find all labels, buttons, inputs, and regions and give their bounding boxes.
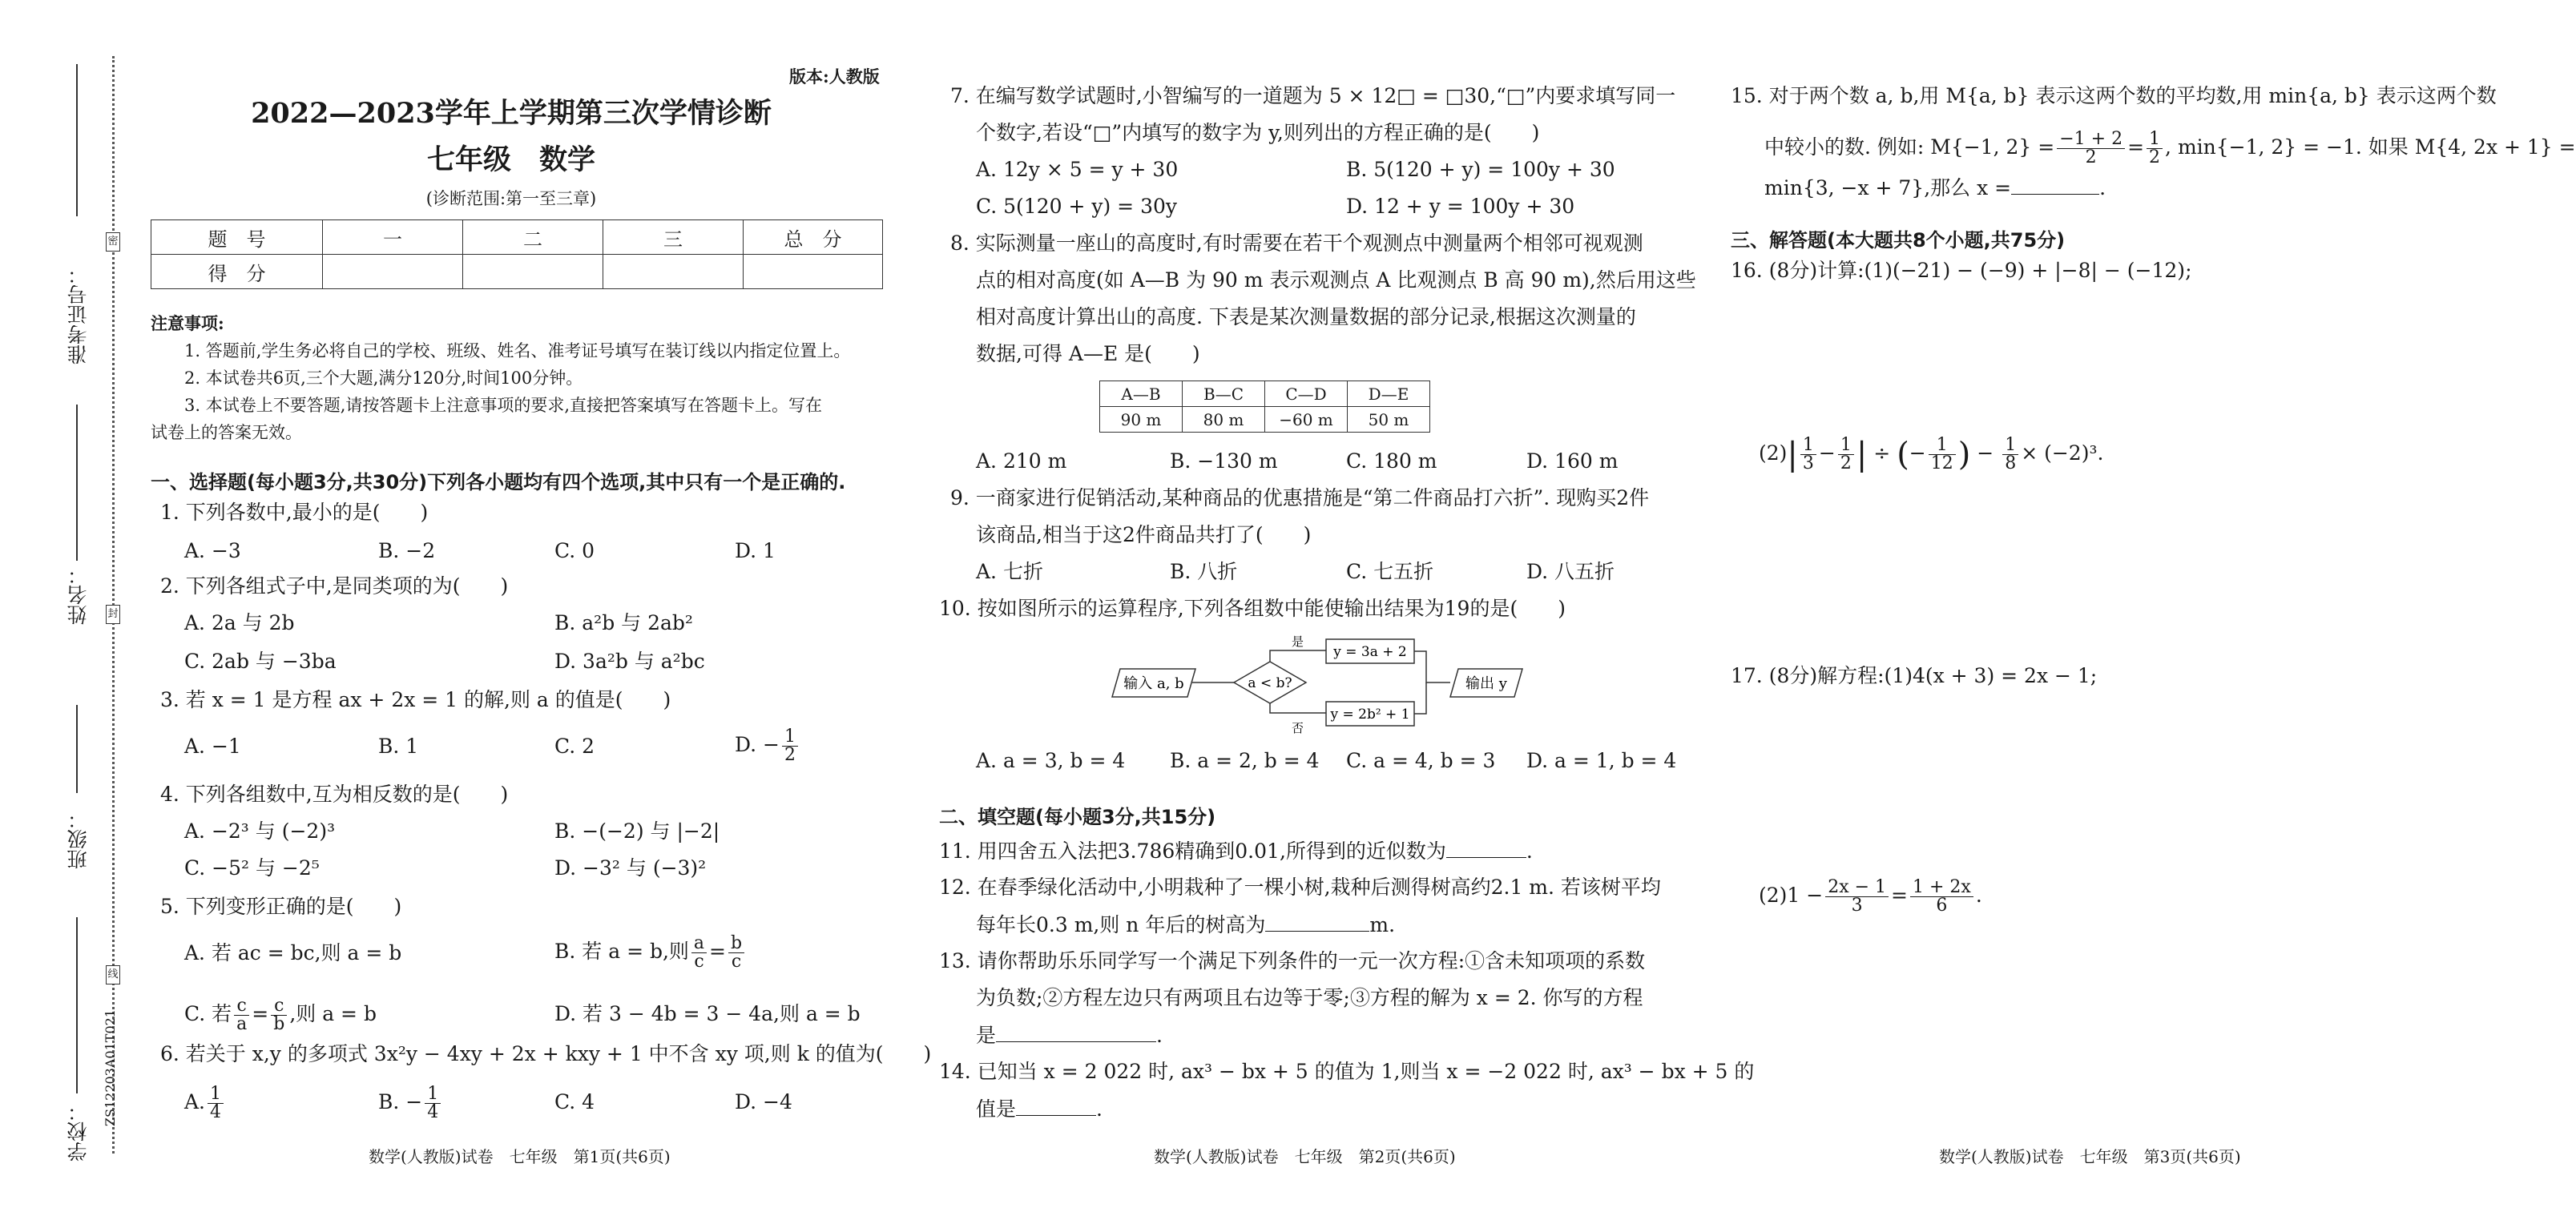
q14-line-1: 14. 已知当 x = 2 022 时, ax³ − bx + 5 的值为 1,则当 x = −2 022 时, ax³ − bx + 5 的	[939, 1060, 1755, 1083]
q13-line-2: 为负数;②方程左边只有两项且右边等于零;③方程的解为 x = 2. 你写的方程	[976, 986, 1643, 1009]
q1-option-b: B. −2	[378, 539, 436, 562]
q5-option-b-text: B. 若 a = b,则	[554, 940, 689, 963]
q4-stem: 4. 下列各组数中,互为相反数的是( )	[160, 783, 509, 806]
q11-end: .	[1526, 840, 1533, 863]
q2-option-c: C. 2ab 与 −3ba	[184, 650, 337, 673]
q15-end: .	[2099, 176, 2106, 199]
fraction-numerator: 1	[2002, 437, 2018, 455]
score-header-total: 总 分	[744, 220, 883, 255]
school-label: 学校：	[67, 1101, 90, 1162]
q8-table-value: −60 m	[1265, 407, 1348, 433]
fraction-numerator: 1	[1800, 437, 1816, 455]
name-underline	[76, 405, 78, 561]
q6-option-b-fraction	[425, 1085, 441, 1121]
q12-answer-blank	[1265, 912, 1369, 932]
score-header-item: 题 号	[151, 220, 323, 255]
q7-option-c: C. 5(120 + y) = 30y	[976, 195, 1178, 218]
q15-line-2b: , min{−1, 2} = −1. 如果 M{4, 2x + 1} =	[2165, 135, 2576, 159]
q10-option-b: B. a = 2, b = 4	[1170, 749, 1320, 772]
q2-option-d: D. 3a²b 与 a²bc	[554, 650, 705, 673]
q8-table-value: 50 m	[1348, 407, 1430, 433]
q17-part-2	[1759, 872, 1982, 920]
q1-option-c: C. 0	[554, 539, 595, 562]
q4-option-d: D. −3² 与 (−3)²	[554, 856, 707, 880]
flow-yes-label: 是	[1292, 634, 1304, 649]
page-2-footer: 数学(人教版)试卷 七年级 第2页(共6页)	[1154, 1147, 1456, 1166]
q13-text: 是	[976, 1024, 997, 1047]
q13-line-3	[976, 1022, 1163, 1049]
section-2-heading: 二、填空题(每小题3分,共15分)	[939, 806, 1216, 828]
q2-option-b: B. a²b 与 2ab²	[554, 611, 693, 634]
fraction-numerator: 1 + 2x	[1910, 879, 1973, 897]
q12-line-1: 12. 在春季绿化活动中,小明栽种了一棵小树,栽种后测得树高约2.1 m. 若该树平均	[939, 876, 1661, 899]
fraction-numerator: 1	[1929, 437, 1956, 455]
q9-option-c: C. 七五折	[1346, 560, 1434, 583]
q14-line-2	[976, 1096, 1103, 1122]
score-cell-3	[603, 255, 744, 289]
q17-part-2-prefix: (2)1 −	[1759, 884, 1824, 907]
note-2: 2. 本试卷共6页,三个大题,满分120分,时间100分钟。	[184, 368, 583, 388]
q16-fraction-3	[1929, 437, 1956, 473]
q5-c-fraction-left: $\frac{c}{a}$	[234, 997, 249, 1033]
q15-answer-blank	[2011, 175, 2099, 195]
class-underline	[76, 705, 78, 793]
paper-code: ZS12203A01T021	[103, 1009, 118, 1127]
q13-end: .	[1156, 1024, 1163, 1047]
q5-stem: 5. 下列变形正确的是( )	[160, 895, 402, 918]
q8-line-2: 点的相对高度(如 A—B 为 90 m 表示观测点 A 比观测点 B 高 90 m),然后用这些	[976, 268, 1696, 292]
q8-option-b: B. −130 m	[1170, 449, 1278, 473]
page-3-footer: 数学(人教版)试卷 七年级 第3页(共6页)	[1939, 1147, 2241, 1166]
fraction-denominator: 12	[1930, 453, 1953, 473]
q15-fraction-2	[2147, 131, 2163, 167]
q11	[939, 838, 1533, 864]
exam-subtitle: 七年级 数学	[426, 143, 595, 176]
q16-tail: × (−2)³.	[2021, 441, 2104, 465]
q5-option-c: C. 若 $\frac{c}{a}$ = $\frac{c}{b}$ ,则 a = b	[184, 996, 377, 1034]
q3-option-d-prefix: D. −	[735, 733, 780, 756]
q6-option-a-fraction	[208, 1085, 224, 1121]
q8-table-value: 80 m	[1183, 407, 1265, 433]
fraction-denominator: 2	[784, 745, 796, 765]
q3-option-c: C. 2	[554, 735, 595, 758]
exam-id-label: 准考证号：	[67, 264, 90, 364]
q8-table-header: A—B	[1100, 381, 1183, 407]
fraction-numerator: −1 + 2	[2057, 131, 2125, 149]
q1-stem: 1. 下列各数中,最小的是( )	[160, 501, 429, 524]
notes-title: 注意事项:	[151, 313, 224, 333]
q6-option-a	[184, 1078, 226, 1126]
score-cell-1	[323, 255, 463, 289]
q15-line-2	[1764, 123, 2576, 171]
q9-line-2: 该商品,相当于这2件商品共打了( )	[976, 523, 1312, 546]
q8-line-3: 相对高度计算出山的高度. 下表是某次测量数据的部分记录,根据这次测量的	[976, 305, 1636, 328]
q6-option-d: D. −4	[735, 1090, 792, 1113]
flow-input-text: 输入 a, b	[1123, 675, 1184, 692]
q8-option-d: D. 160 m	[1526, 449, 1619, 473]
flow-output-text: 输出 y	[1465, 675, 1507, 692]
q6-option-c: C. 4	[554, 1090, 595, 1113]
school-underline	[76, 917, 78, 1093]
fraction-numerator: 1	[208, 1085, 224, 1104]
fraction-denominator: 4	[210, 1102, 222, 1122]
note-3: 3. 本试卷上不要答题,请按答题卡上注意事项的要求,直接把答案填写在答题卡上。写在	[184, 396, 823, 415]
fraction-denominator: 8	[2005, 453, 2017, 473]
seal-char-xian: 线	[106, 965, 120, 984]
q6-option-a-prefix: A.	[184, 1090, 206, 1113]
q10-stem: 10. 按如图所示的运算程序,下列各组数中能使输出结果为19的是( )	[939, 597, 1566, 620]
note-4: 试卷上的答案无效。	[151, 423, 302, 442]
q11-answer-blank	[1446, 838, 1526, 858]
q16-part-2: (2)| $\frac{1}{3}$ − $\frac{1}{2}$ | ÷ (− $\frac{1}{12}$ ) − $\frac{1}{8}$ × (−2)³.	[1759, 435, 2104, 473]
fraction-denominator: 6	[1936, 896, 1948, 916]
q8-table-header: C—D	[1265, 381, 1348, 407]
fraction-denominator: 3	[1802, 453, 1814, 473]
q13-answer-blank	[996, 1022, 1156, 1042]
q11-text: 11. 用四舍五入法把3.786精确到0.01,所得到的近似数为	[939, 840, 1446, 863]
seal-char-feng: 封	[106, 605, 120, 624]
q8-option-c: C. 180 m	[1346, 449, 1437, 473]
q7-line-1: 7. 在编写数学试题时,小智编写的一道题为 5 × 12□ = □30,“□”内要求填写同一	[950, 84, 1676, 107]
q8-option-a: A. 210 m	[976, 449, 1067, 473]
q10-option-c: C. a = 4, b = 3	[1346, 749, 1496, 772]
score-cell-total	[744, 255, 883, 289]
q12-line-2	[976, 912, 1395, 938]
fraction-denominator: 3	[1851, 896, 1863, 916]
q2-option-a: A. 2a 与 2b	[184, 611, 295, 634]
q15-line-1: 15. 对于两个数 a, b,用 M{a, b} 表示这两个数的平均数,用 min{a, b} 表示这两个数	[1731, 84, 2497, 107]
q5-option-c-prefix: C. 若	[184, 1002, 232, 1025]
fraction-denominator: 4	[427, 1102, 439, 1122]
score-table	[151, 219, 883, 289]
q5-b-fraction-left: $\frac{a}{c}$	[691, 935, 707, 971]
q4-option-c: C. −5² 与 −2⁵	[184, 856, 320, 880]
q10-option-d: D. a = 1, b = 4	[1526, 749, 1677, 772]
q6-option-b	[378, 1078, 443, 1126]
q9-option-b: B. 八折	[1170, 560, 1238, 583]
q5-option-d: D. 若 3 − 4b = 3 − 4a,则 a = b	[554, 1002, 861, 1025]
flow-merge-top	[1414, 651, 1450, 682]
q5-b-fraction-right: $\frac{b}{c}$	[728, 935, 744, 971]
q5-option-c-suffix: ,则 a = b	[289, 1002, 377, 1025]
q14-text: 值是	[976, 1097, 1017, 1121]
q3-option-b: B. 1	[378, 735, 419, 758]
q16-fraction-1	[1800, 437, 1816, 473]
q9-line-1: 9. 一商家进行促销活动,某种商品的优惠措施是“第二件商品打六折”. 现购买2件	[950, 486, 1650, 509]
q8-table-header: B—C	[1183, 381, 1265, 407]
score-header-3: 三	[603, 220, 744, 255]
section-1-heading: 一、选择题(每小题3分,共30分)下列各小题均有四个选项,其中只有一个是正确的.	[151, 471, 846, 493]
q10-flowchart	[1106, 633, 1538, 737]
q3-stem: 3. 若 x = 1 是方程 ax + 2x = 1 的解,则 a 的值是( )	[160, 688, 671, 711]
q15-line-3	[1764, 175, 2106, 201]
note-1: 1. 答题前,学生务必将自己的学校、班级、姓名、准考证号填写在装订线以内指定位置上。	[184, 341, 851, 360]
score-header-2: 二	[463, 220, 603, 255]
score-header-1: 一	[323, 220, 463, 255]
q12-text: 每年长0.3 m,则 n 年后的树高为	[976, 913, 1266, 936]
fraction-numerator: 1	[782, 728, 798, 747]
q1-option-d: D. 1	[735, 539, 776, 562]
fraction-denominator: 2	[2149, 147, 2161, 167]
score-row-label: 得 分	[151, 255, 323, 289]
flow-merge-bottom	[1414, 682, 1426, 714]
q9-option-d: D. 八五折	[1526, 560, 1615, 583]
q3-option-a: A. −1	[184, 735, 241, 758]
q16-part-2-prefix: (2)	[1759, 441, 1788, 465]
q4-option-b: B. −(−2) 与 |−2|	[554, 819, 720, 843]
q15-line-3-text: min{3, −x + 7},那么 x =	[1764, 176, 2012, 199]
q6-stem: 6. 若关于 x,y 的多项式 3x²y − 4xy + 2x + kxy + 1 中不含 xy 项,则 k 的值为( )	[160, 1042, 932, 1065]
q16-part-1: 16. (8分)计算:(1)(−21) − (−9) + |−8| − (−12);	[1731, 259, 2192, 282]
q17-fraction-1	[1825, 879, 1889, 915]
q16-fraction-2	[1838, 437, 1854, 473]
flow-condition-text: a < b?	[1248, 675, 1292, 691]
seal-char-mi: 密	[106, 232, 120, 252]
q7-option-a: A. 12y × 5 = y + 30	[976, 158, 1179, 181]
exam-title: 2022—2023学年上学期第三次学情诊断	[251, 97, 772, 130]
score-cell-2	[463, 255, 603, 289]
flow-yes-branch	[1270, 650, 1326, 662]
q8-measurement-table	[1099, 380, 1430, 433]
fraction-denominator: 2	[1840, 453, 1852, 473]
name-label: 姓名：	[67, 565, 90, 625]
flow-bottom-text: y = 2b² + 1	[1330, 707, 1410, 723]
q8-table-header: D—E	[1348, 381, 1430, 407]
class-label: 班级：	[67, 809, 90, 869]
q15-equals: =	[2127, 135, 2145, 159]
flow-no-label: 否	[1292, 721, 1304, 735]
q8-line-4: 数据,可得 A—E 是( )	[976, 342, 1200, 365]
q6-option-b-prefix: B. −	[378, 1090, 423, 1113]
q17-fraction-2	[1910, 879, 1973, 915]
fraction-numerator: 2x − 1	[1825, 879, 1889, 897]
q2-stem: 2. 下列各组式子中,是同类项的为( )	[160, 574, 509, 598]
q5-c-fraction-right: $\frac{c}{b}$	[271, 997, 287, 1033]
q17-part-1: 17. (8分)解方程:(1)4(x + 3) = 2x − 1;	[1731, 664, 2098, 687]
q8-line-1: 8. 实际测量一座山的高度时,有时需要在若干个观测点中测量两个相邻可视观测	[950, 232, 1643, 255]
q17-equals: =	[1891, 884, 1908, 907]
q13-line-1: 13. 请你帮助乐乐同学写一个满足下列条件的一元一次方程:①含未知项项的系数	[939, 949, 1646, 972]
q14-end: .	[1096, 1097, 1103, 1121]
section-3-heading: 三、解答题(本大题共8个小题,共75分)	[1731, 229, 2066, 252]
exam-id-underline	[76, 64, 78, 216]
q8-table-value: 90 m	[1100, 407, 1183, 433]
q16-fraction-4	[2002, 437, 2018, 473]
fraction-denominator: 2	[2085, 147, 2097, 167]
q9-option-a: A. 七折	[976, 560, 1043, 583]
q4-option-a: A. −2³ 与 (−2)³	[184, 819, 336, 843]
q1-option-a: A. −3	[184, 539, 241, 562]
q17-end: .	[1975, 884, 1982, 907]
fraction-numerator: 1	[425, 1085, 441, 1104]
q7-option-b: B. 5(120 + y) = 100y + 30	[1346, 158, 1615, 181]
q12-end: m.	[1369, 913, 1396, 936]
q5-option-b: B. 若 a = b,则 $\frac{a}{c}$ = $\frac{b}{c}$	[554, 928, 747, 976]
flow-no-branch	[1270, 703, 1326, 713]
q14-answer-blank	[1016, 1096, 1096, 1116]
page-1-footer: 数学(人教版)试卷 七年级 第1页(共6页)	[369, 1147, 671, 1166]
flow-top-text: y = 3a + 2	[1333, 644, 1407, 660]
q3-option-d	[735, 721, 800, 769]
exam-scope: (诊断范围:第一至三章)	[425, 189, 597, 208]
q7-line-2: 个数字,若设“□”内填写的数字为 y,则列出的方程正确的是( )	[976, 121, 1540, 144]
fraction-numerator: 1	[1838, 437, 1854, 455]
fraction-numerator: 1	[2147, 131, 2163, 149]
version-label: 版本:人教版	[789, 66, 880, 87]
q15-fraction-1	[2057, 131, 2125, 167]
q3-option-d-fraction	[782, 728, 798, 764]
q7-option-d: D. 12 + y = 100y + 30	[1346, 195, 1575, 218]
q15-line-2a: 中较小的数. 例如: M{−1, 2} =	[1764, 135, 2055, 159]
q10-option-a: A. a = 3, b = 4	[976, 749, 1126, 772]
q5-option-a: A. 若 ac = bc,则 a = b	[184, 941, 402, 964]
